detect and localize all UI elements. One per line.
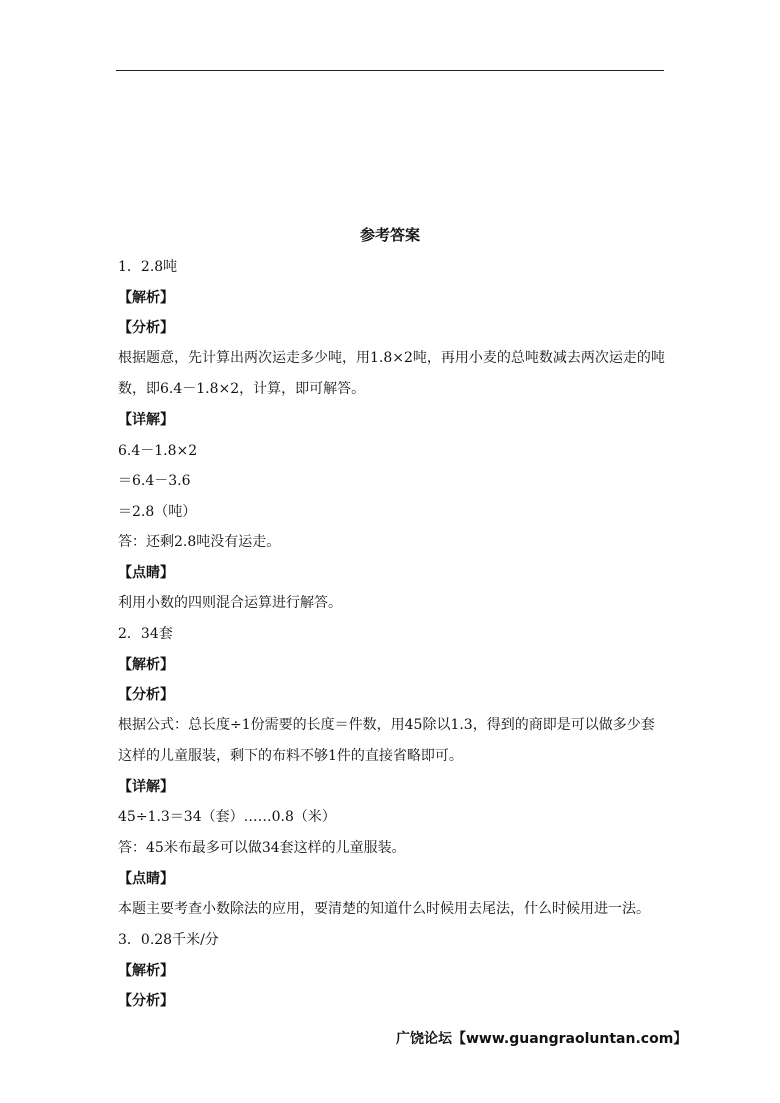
q2-reply: 答：45米布最多可以做34套这样的儿童服装。 [118, 840, 406, 856]
q1-fenxi-text-2: 数，即6.4－1.8×2，计算，即可解答。 [118, 381, 366, 397]
q3-fenxi-label: 【分析】 [118, 993, 174, 1009]
q2-xiangjie-label: 【详解】 [118, 779, 174, 795]
q1-fenxi-label: 【分析】 [118, 320, 174, 336]
q2-fenxi-label: 【分析】 [118, 687, 174, 703]
q3-answer: 3．0.28千米/分 [118, 932, 219, 948]
q3-jiexi-label: 【解析】 [118, 963, 174, 979]
footer-watermark: 广饶论坛【www.guangraoluntan.com】 [396, 1031, 688, 1047]
q2-jiexi-label: 【解析】 [118, 657, 174, 673]
q1-dianjing-label: 【点睛】 [118, 565, 174, 581]
q1-fenxi-text-1: 根据题意，先计算出两次运走多少吨，用1.8×2吨，再用小麦的总吨数减去两次运走的吨 [118, 350, 665, 366]
header-rule [116, 70, 664, 71]
q2-dianjing-label: 【点睛】 [118, 871, 174, 887]
q1-reply: 答：还剩2.8吨没有运走。 [118, 534, 281, 550]
q2-dianjing-text: 本题主要考查小数除法的应用，要清楚的知道什么时候用去尾法，什么时候用进一法。 [118, 901, 650, 917]
q1-answer: 1．2.8吨 [118, 259, 178, 275]
q1-calc-3: ＝2.8（吨） [118, 504, 197, 520]
q1-calc-1: 6.4－1.8×2 [118, 443, 198, 459]
q2-fenxi-text-1: 根据公式：总长度÷1份需要的长度＝件数，用45除以1.3，得到的商即是可以做多少套 [118, 717, 655, 733]
q1-calc-2: ＝6.4－3.6 [118, 473, 191, 489]
q1-xiangjie-label: 【详解】 [118, 412, 174, 428]
q2-answer: 2．34套 [118, 626, 173, 642]
q2-fenxi-text-2: 这样的儿童服装，剩下的布料不够1件的直接省略即可。 [118, 748, 463, 764]
q1-jiexi-label: 【解析】 [118, 290, 174, 306]
q1-dianjing-text: 利用小数的四则混合运算进行解答。 [118, 595, 342, 611]
q2-calc-1: 45÷1.3＝34（套）……0.8（米） [118, 809, 336, 825]
page-title: 参考答案 [359, 226, 420, 244]
